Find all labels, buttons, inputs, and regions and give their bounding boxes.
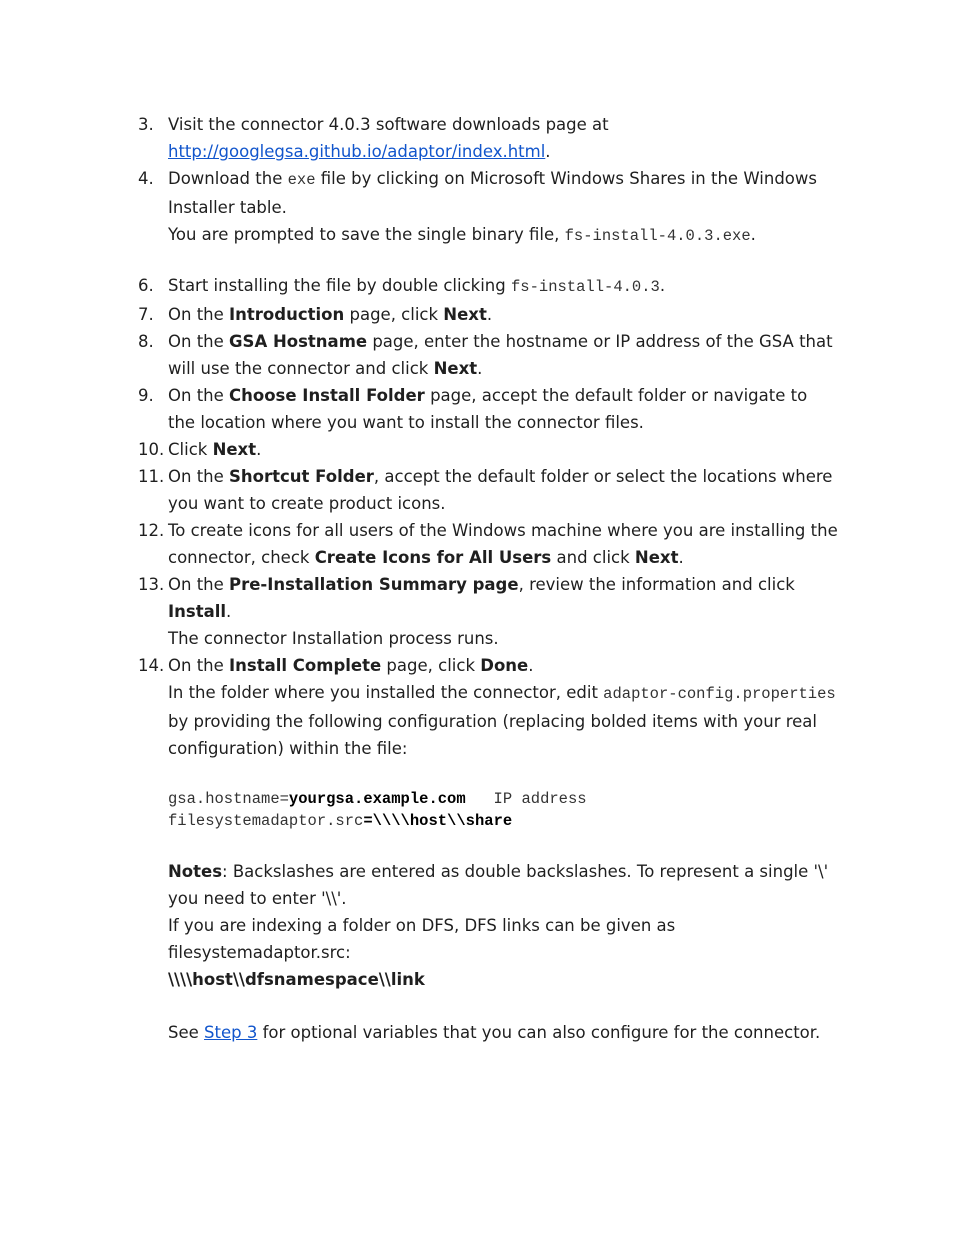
step-number: 11. [138, 467, 165, 486]
step-11: 11. On the Shortcut Folder, accept the default folder or select the locations where you want to create product icons. [168, 463, 838, 517]
step-10: 10. Click Next. [168, 436, 838, 463]
code-exe: exe [287, 171, 316, 189]
step-number: 13. [138, 575, 165, 594]
step-8: 8. On the GSA Hostname page, enter the hostname or IP address of the GSA that will use the connector and click Next. [168, 328, 838, 382]
notes-block: Notes: Backslashes are entered as double backslashes. To represent a single '\' you need to enter '\\'. If you are indexing a folder on DFS, DFS links can be given as filesystemadaptor.src: \\\\host\\dfsnamespace\\link [168, 862, 829, 989]
step-13: 13. On the Pre-Installation Summary page, review the information and click Install. The connector Installation process runs. [168, 571, 838, 652]
step-7: 7. On the Introduction page, click Next. [168, 301, 838, 328]
step-4: 4. Download the exe file by clicking on Microsoft Windows Shares in the Windows Installer table. You are prompted to save the single binary file, fs-install-4.0.3.exe. [168, 165, 838, 250]
step-6: 6. Start installing the file by double clicking fs-install-4.0.3. [168, 272, 838, 301]
step-number: 7. [138, 305, 154, 324]
step-12: 12. To create icons for all users of the Windows machine where you are installing the connector, check Create Icons for All Users and click Next. [168, 517, 838, 571]
step-3-link[interactable]: Step 3 [204, 1023, 258, 1042]
step-number: 4. [138, 169, 154, 188]
step-number: 3. [138, 115, 154, 134]
step-number: 12. [138, 521, 165, 540]
step-number: 14. [138, 656, 165, 675]
step-3: 3. Visit the connector 4.0.3 software downloads page at http://googlegsa.github.io/adaptor/index.html. [168, 111, 838, 165]
install-steps-list [138, 111, 838, 1046]
config-code-block: gsa.hostname=yourgsa.example.com IP address filesystemadaptor.src=\\\\host\\share [168, 790, 587, 830]
step-number: 9. [138, 386, 154, 405]
step-9: 9. On the Choose Install Folder page, accept the default folder or navigate to the location where you want to install the connector files. [168, 382, 838, 436]
step-number: 6. [138, 276, 154, 295]
step-number: 10. [138, 440, 165, 459]
step-number: 8. [138, 332, 154, 351]
step-14: 14. On the Install Complete page, click Done. In the folder where you installed the connector, edit adaptor-config.properties by providing the following configuration (replacing bolded items with your real configuration) within the file: [168, 652, 838, 762]
code-config-file: adaptor-config.properties [603, 685, 836, 703]
downloads-link[interactable]: http://googlegsa.github.io/adaptor/index.html [168, 142, 546, 161]
code-installer-file: fs-install-4.0.3.exe [564, 227, 751, 245]
see-also: See Step 3 for optional variables that you can also configure for the connector. [168, 1023, 821, 1042]
